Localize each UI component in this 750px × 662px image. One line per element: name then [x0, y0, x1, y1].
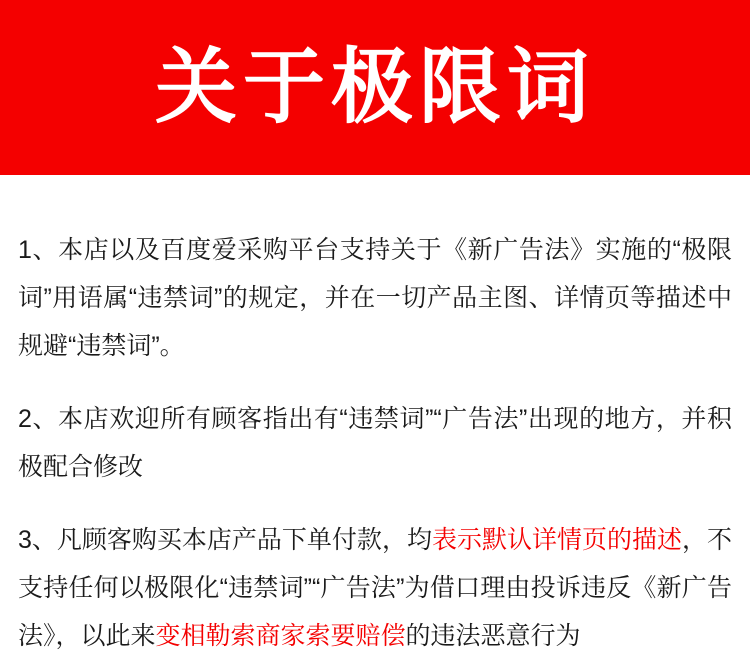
page-title: 关于极限词: [154, 41, 595, 133]
body-text: 2、本店欢迎所有顾客指出有“违禁词”“广告法”出现的地方，并积极配合修改: [18, 405, 732, 481]
highlighted-text: 表示默认详情页的描述: [431, 526, 682, 554]
highlighted-text: 变相勒索商家索要赔偿: [155, 622, 406, 650]
banner-header: [0, 0, 750, 175]
body-text: 的违法恶意行为: [405, 622, 581, 650]
paragraph-item-2: [18, 395, 732, 491]
content-body: [0, 175, 750, 660]
body-text: ，不支持任何以极限化“违禁词”“广告法”为借口理由投诉违反《新广告法》，以此来: [18, 526, 732, 650]
body-text: 3、凡顾客购买本店产品下单付款，均: [18, 526, 432, 554]
paragraph-item-1: [18, 226, 732, 370]
body-text: 1、本店以及百度爱采购平台支持关于《新广告法》实施的“极限词”用语属“违禁词”的规定，并在一切产品主图、详情页等描述中规避“违禁词”。: [18, 236, 732, 360]
paragraph-item-3: [18, 516, 732, 660]
